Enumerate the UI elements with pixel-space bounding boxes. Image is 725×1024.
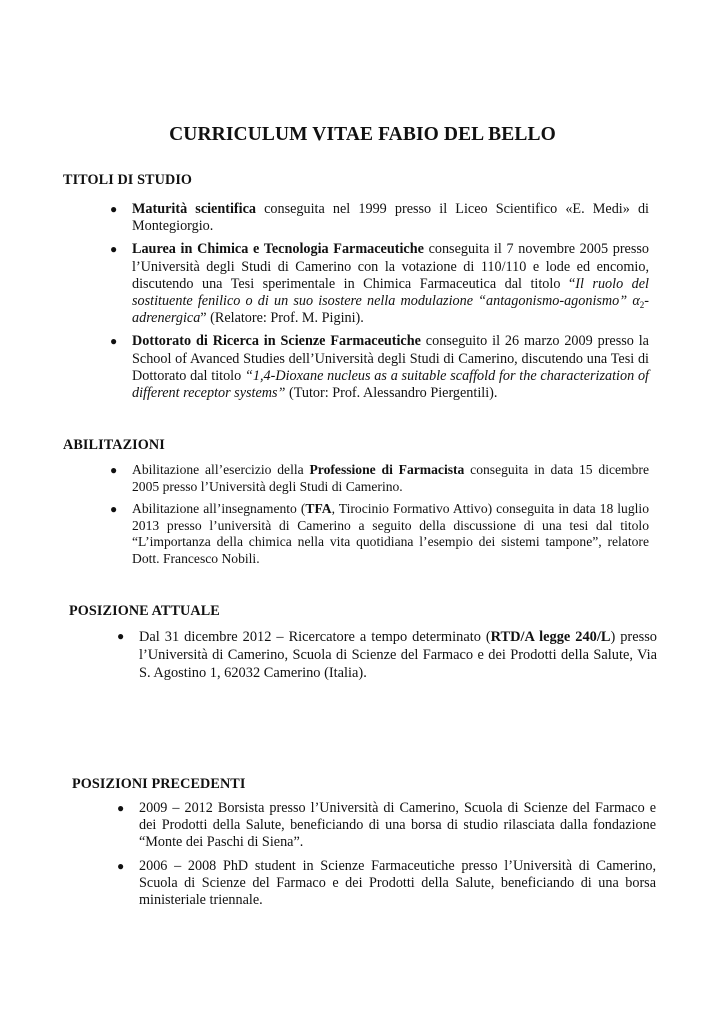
bullet-icon: ●	[117, 801, 125, 815]
list-item: ● 2009 – 2012 Borsista presso l’Università di Camerino, Scuola di Scienze del Farmaco e dei Prodotti della Salute, beneficiando di una borsa di studio rilasciata dalla fondazione “Monte dei Paschi di Siena”.	[117, 800, 656, 851]
posizione-attuale-list	[117, 628, 657, 688]
bullet-icon: ●	[117, 629, 125, 643]
posizioni-precedenti-list	[117, 800, 656, 915]
bullet-icon: ●	[110, 242, 118, 257]
section-heading-abilitazioni: ABILITAZIONI	[63, 437, 165, 453]
list-item: ● Abilitazione all’insegnamento (TFA, Tirocinio Formativo Attivo) conseguita in data 18 luglio 2013 presso l’università di Camerino a seguito della discussione di una tesi dal titolo “L’importanza della chimica nella vita quotidiana l’esempio dei sistemi tampone”, relatore Dott. Francesco Nobili.	[110, 501, 649, 566]
page-title: CURRICULUM VITAE FABIO DEL BELLO	[169, 124, 556, 145]
abilitazioni-list	[110, 462, 649, 574]
bullet-icon: ●	[110, 202, 118, 216]
bullet-icon: ●	[110, 334, 118, 349]
section-heading-posizione-attuale: POSIZIONE ATTUALE	[69, 603, 220, 619]
list-item: ● 2006 – 2008 PhD student in Scienze Farmaceutiche presso l’Università di Camerino, Scuola di Scienze del Farmaco e dei Prodotti della Salute, beneficiando di una borsa ministeriale triennale.	[117, 857, 656, 909]
titoli-list	[110, 201, 650, 408]
section-heading-posizioni-precedenti: POSIZIONI PRECEDENTI	[72, 776, 246, 792]
list-item: ● Laurea in Chimica e Tecnologia Farmaceutiche conseguita il 7 novembre 2005 presso l’Università degli Studi di Camerino con la votazione di 110/110 e lode ed encomio, discutendo una Tesi sperimentale in Chimica Farmaceutica dal titolo “Il ruolo del sostituente fenilico o di un suo isostere nella modulazione “antagonismo-agonismo” $\alpha_2$-adrenergica” (Relatore: Prof. M. Pigini).	[110, 241, 649, 327]
section-heading-titoli: TITOLI DI STUDIO	[63, 172, 193, 188]
list-item: ● Dottorato di Ricerca in Scienze Farmaceutiche conseguito il 26 marzo 2009 presso la School of Avanced Studies dell’Università degli Studi di Camerino, discutendo una Tesi di Dottorato dal titolo “1,4-Dioxane nucleus as a suitable scaffold for the characterization of different receptor systems” (Tutor: Prof. Alessandro Piergentili).	[110, 333, 649, 402]
list-item: ● Dal 31 dicembre 2012 – Ricercatore a tempo determinato (RTD/A legge 240/L) presso l’Università di Camerino, Scuola di Scienze del Farmaco e dei Prodotti della Salute, Via S. Agostino 1, 62032 Camerino (Italia).	[117, 629, 657, 681]
bullet-icon: ●	[110, 463, 118, 477]
bullet-icon: ●	[110, 502, 118, 517]
list-item: ● Maturità scientifica conseguita nel 1999 presso il Liceo Scientifico «E. Medi» di Montegiorgio.	[110, 201, 650, 235]
list-item: ● Abilitazione all’esercizio della Professione di Farmacista conseguita in data 15 dicembre 2005 presso l’Università degli Studi di Camerino.	[110, 462, 649, 494]
bullet-icon: ●	[117, 858, 125, 873]
